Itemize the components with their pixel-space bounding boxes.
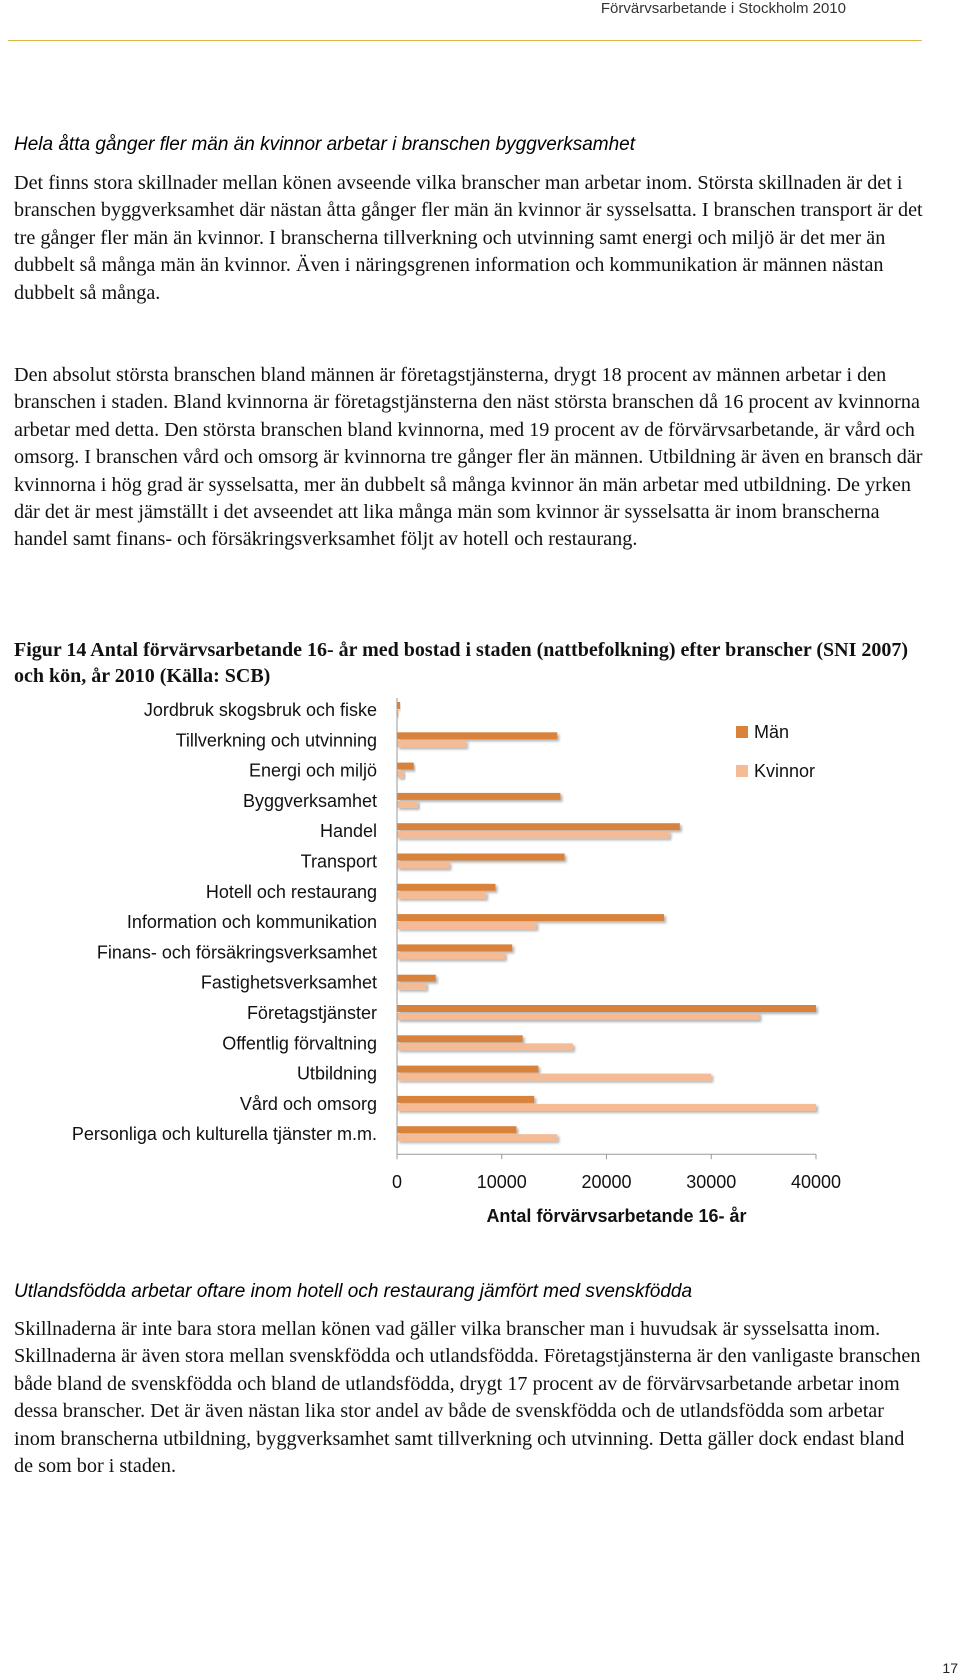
bar-men [397,884,495,891]
bar-men [397,854,565,861]
x-tick-label: 20000 [581,1172,632,1193]
bar-men [397,823,680,830]
legend-label: Män [754,722,790,742]
bar-men [397,793,560,800]
bar-women [397,1104,816,1111]
bar-men [397,1066,538,1073]
x-tick-label: 40000 [790,1172,842,1193]
category-label: Personliga och kulturella tjänster m.m. [71,1124,377,1145]
legend-swatch [736,726,748,738]
bar-men [397,944,512,951]
bar-women [397,952,505,959]
legend-label: Kvinnor [754,761,816,781]
category-label: Tillverkning och utvinning [175,730,377,751]
bar-men [397,1096,534,1103]
section-heading: Hela åtta gånger fler män än kvinnor arbetar i branschen byggverksamhet [14,134,636,155]
bar-women [397,1074,711,1081]
category-label: Offentlig förvaltning [222,1033,377,1054]
bar-men [397,914,664,921]
bar-women [397,983,426,990]
bar-women [397,740,466,747]
bar-women [397,801,418,808]
x-tick-label: 10000 [476,1172,527,1193]
legend-swatch [736,765,748,777]
category-label: Hotell och restaurang [205,881,377,902]
category-label: Transport [300,851,377,872]
x-tick-label: 30000 [686,1172,737,1193]
header-divider [8,40,922,41]
bar-men [397,732,557,739]
category-label: Byggverksamhet [242,790,377,811]
bar-chart [0,690,960,1230]
bar-women [397,831,669,838]
bar-men [397,1126,516,1133]
category-label: Finans- och försäkringsverksamhet [96,942,377,963]
body-paragraph: Det finns stora skillnader mellan könen avseende vilka branscher man arbetar inom. Största skillnaden är det i branschen byggverksamhet där nästan åtta gånger fler män än kvinnor är sysselsatta. I branschen transport är det tre gånger fler män än kvinnor. I branscherna tillverkning och utvinning samt energi och miljö är det mer än dubbelt så många män än kvinnor. Även i näringsgrenen information och kommunikation är männen nästan dubbelt så många. [14,172,923,304]
category-label: Vård och omsorg [239,1093,377,1114]
category-label: Fastighetsverksamhet [200,972,377,993]
bar-men [397,975,436,982]
x-axis-title: Antal förvärvsarbetande 16- år [486,1206,747,1227]
bar-women [397,1134,557,1141]
bar-women [397,922,536,929]
category-label: Jordbruk skogsbruk och fiske [143,700,377,720]
bar-men [397,1005,816,1012]
bar-women [397,862,449,869]
bar-women [397,1013,759,1020]
x-tick-label: 0 [391,1172,403,1193]
bar-men [397,763,414,770]
category-label: Energi och miljö [248,760,377,781]
body-paragraph: Skillnaderna är inte bara stora mellan könen vad gäller vilka branscher man i huvudsak är sysselsatta inom. Skillnaderna är även stora mellan svenskfödda och utlandsfödda. Företagstjänsterna är den vanligaste branschen både bland de svenskfödda och bland de utlandsfödda, drygt 17 procent av de förvärvsarbetande arbetar inom dessa branscher. Det är även nästan lika stor andel av både de svenskfödda och de utlandsfödda som arbetar inom branscherna utbildning, byggverksamhet samt tillverkning och utvinning. Detta gäller dock endast bland de som bor i staden. [14,1318,921,1478]
category-label: Information och kommunikation [126,912,377,933]
category-label: Handel [319,821,377,842]
category-label: Utbildning [296,1063,377,1084]
bar-men [397,1035,523,1042]
page-number: 17 [942,1660,958,1676]
section-heading: Utlandsfödda arbetar oftare inom hotell och restaurang jämfört med svenskfödda [14,1281,693,1302]
bar-women [397,771,404,778]
bar-women [397,1043,573,1050]
figure-caption: Figur 14 Antal förvärvsarbetande 16- år med bostad i staden (nattbefolkning) efter branscher (SNI 2007) och kön, år 2010 (Källa: SCB) [14,639,909,687]
running-header: Förvärvsarbetande i Stockholm 2010 [600,0,846,17]
category-label: Företagstjänster [246,1003,377,1023]
bar-women [397,892,486,899]
body-paragraph: Den absolut största branschen bland männen är företagstjänsterna, drygt 18 procent av männen arbetar i den branschen i staden. Bland kvinnorna är företagstjänsterna den näst största branschen då 16 procent av kvinnorna arbetar med detta. Den största branschen bland kvinnorna, med 19 procent av de förvärvsarbetande, är vård och omsorg. I branschen vård och omsorg är kvinnorna tre gånger fler än männen. Utbildning är även en bransch där kvinnorna i hög grad är sysselsatta, mer än dubbelt så många kvinnor än män arbetar med utbildning. De yrken där det är mest jämställt i det avseendet att lika många män som kvinnor är sysselsatta är inom branscherna handel samt finans- och försäkringsverksamhet följt av hotell och restaurang. [14,364,923,551]
